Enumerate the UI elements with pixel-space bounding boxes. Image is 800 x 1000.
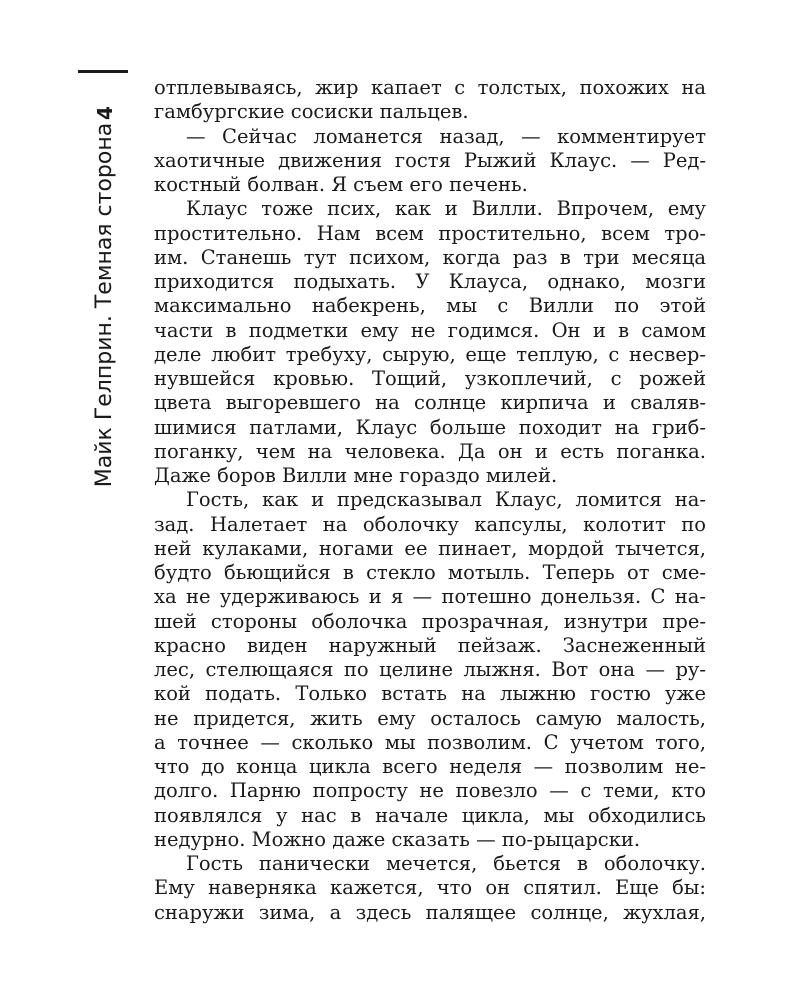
text-line: хаотичные движения гостя Рыжий Клаус. — Ред- bbox=[154, 148, 706, 172]
body-text bbox=[154, 76, 706, 925]
text-line: отплевываясь, жир капает с толстых, похожих на bbox=[154, 76, 706, 99]
text-line: недурно. Можно даже сказать — по-рыцарски. bbox=[154, 827, 641, 851]
text-line: будто бьющийся в стекло мотыль. Теперь от сме- bbox=[154, 561, 706, 584]
text-line: кой подать. Только встать на лыжню гостю уже bbox=[154, 682, 706, 706]
text-line: нувшейся кровью. Тощий, узкоплечий, с рожей bbox=[154, 367, 706, 390]
text-line: Клаус тоже псих, как и Вилли. Впрочем, ему bbox=[186, 197, 706, 221]
text-line: им. Станешь тут психом, когда раз в три месяца bbox=[154, 245, 706, 269]
text-line: максимально набекрень, мы с Вилли по этой bbox=[154, 294, 706, 318]
text-line: части в подметки ему не годимся. Он и в самом bbox=[154, 318, 706, 342]
text-line: ней кулаками, ногами ее пинает, мордой тычется, bbox=[154, 536, 706, 560]
text-line: Гость, как и предсказывал Клаус, ломится на- bbox=[186, 488, 706, 512]
text-line: костный болван. Я съем его печень. bbox=[154, 173, 528, 196]
text-line: а точнее — сколько мы позволим. С учетом того, bbox=[154, 730, 706, 754]
text-line: ха не удерживаюсь и я — потешно донельзя. С на- bbox=[154, 585, 706, 609]
text-line: цвета выгоревшего на солнце кирпича и сваляв- bbox=[154, 391, 706, 415]
text-line: простительно. Нам всем простительно, всем тро- bbox=[154, 221, 706, 245]
text-line: долго. Парню попросту не повезло — с теми, кто bbox=[154, 779, 706, 803]
header-rule bbox=[78, 70, 128, 73]
running-header-text: Майк Гелприн. Темная сторона bbox=[92, 122, 117, 488]
text-line: — Сейчас ломанется назад, — комментирует bbox=[186, 124, 706, 148]
text-line: не придется, жить ему осталось самую малость, bbox=[154, 706, 706, 730]
page-number: 4 bbox=[93, 106, 117, 120]
text-line: деле любит требуху, сырую, еще теплую, с несвер- bbox=[154, 342, 706, 366]
text-line: зад. Налетает на оболочку капсулы, колотит по bbox=[154, 512, 706, 536]
text-line: Даже боров Вилли мне гораздо милей. bbox=[154, 464, 558, 487]
text-line: гамбургские сосиски пальцев. bbox=[154, 100, 469, 124]
text-line: красно виден наружный пейзаж. Заснеженный bbox=[154, 633, 706, 657]
text-line: приходится подыхать. У Клауса, однако, мозги bbox=[154, 270, 706, 293]
text-line: лес, стелющаяся по целине лыжня. Вот она — ру- bbox=[154, 658, 706, 681]
text-line: Ему наверняка кажется, что он спятил. Еще бы: bbox=[154, 876, 706, 900]
text-line: что до конца цикла всего неделя — позволим не- bbox=[154, 755, 706, 778]
text-line: шимися патлами, Клаус больше походит на гриб- bbox=[154, 415, 706, 439]
text-line: шей стороны оболочка прозрачная, изнутри пре- bbox=[154, 609, 706, 633]
text-line: Гость панически мечется, бьется в оболочку. bbox=[186, 852, 706, 875]
text-line: поганку, чем на человека. Да он и есть поганка. bbox=[154, 439, 706, 463]
text-line: появлялся у нас в начале цикла, мы обходились bbox=[154, 803, 706, 827]
text-line: снаружи зима, а здесь палящее солнце, жухлая, bbox=[154, 900, 706, 924]
